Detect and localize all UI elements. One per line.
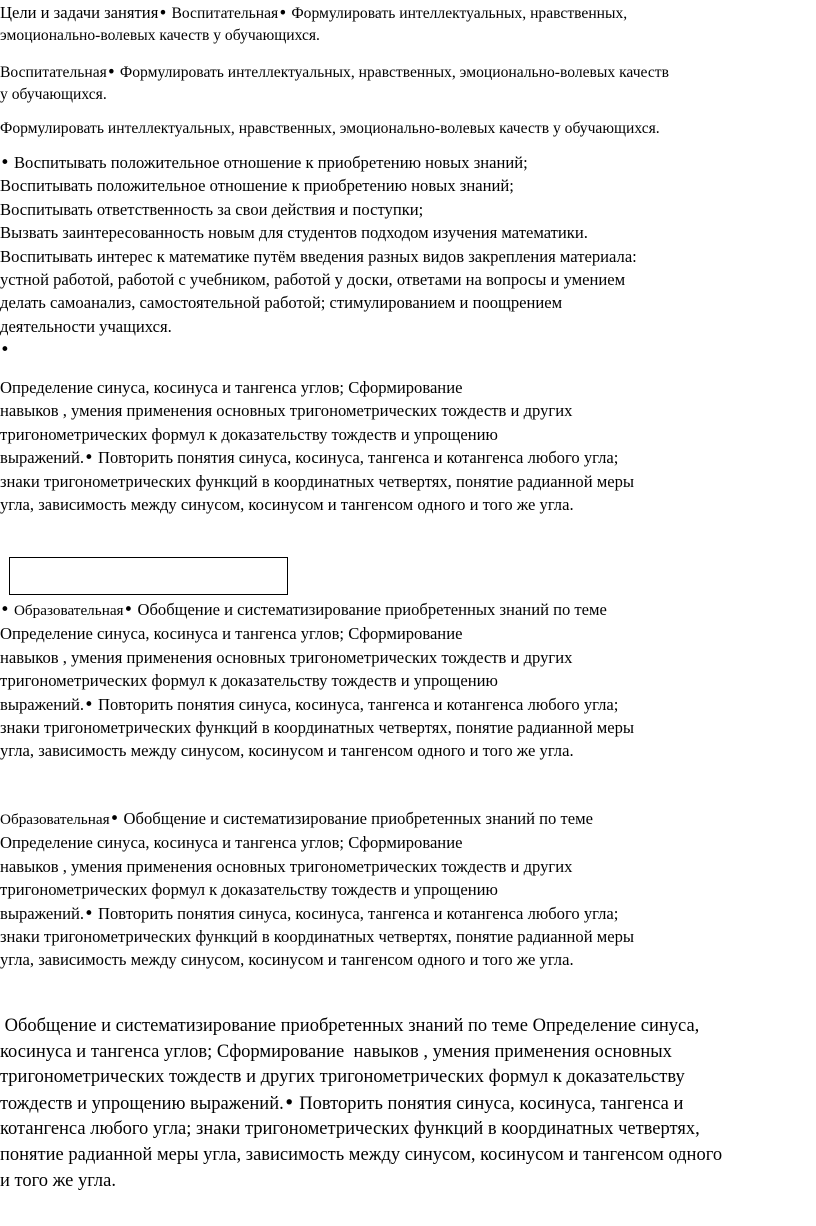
final-line: и того же угла.: [0, 1170, 116, 1191]
bullet-icon: •: [84, 694, 94, 714]
definitions-line: тригонометрических формул к доказательству тождеств и упрощению: [0, 880, 498, 900]
heading-label-vospit: Воспитательная: [171, 5, 279, 22]
definitions-line: выражений.: [0, 903, 85, 923]
obraz-text: Обобщение и систематизирование приобретенных знаний по теме: [123, 809, 593, 828]
bullet-icon: •: [278, 4, 288, 22]
definitions-line: навыков , умения применения основных тригонометрических тождеств и других: [0, 647, 573, 667]
definitions-line: Повторить понятия синуса, косинуса, тангенса и котангенса любого угла;: [98, 694, 619, 714]
final-line: понятие радианной меры угла, зависимость между синусом, косинусом и тангенсом одного: [0, 1144, 723, 1165]
definitions-line: тригонометрических формул к доказательству тождеств и упрощению: [0, 671, 498, 691]
vospit-text: Формулировать интеллектуальных, нравственных, эмоционально-волевых качеств: [119, 64, 669, 81]
definitions-line: Повторить понятия синуса, косинуса, тангенса и котангенса любого угла;: [98, 448, 619, 468]
obraz-block-1: [0, 598, 634, 763]
heading-block: [0, 2, 627, 47]
definitions-line: Повторить понятия синуса, косинуса, тангенса и котангенса любого угла;: [98, 903, 619, 923]
bullet-icon: •: [84, 448, 94, 468]
formulate-text: Формулировать интеллектуальных, нравственных, эмоционально-волевых качеств у обучающихся.: [0, 120, 660, 137]
definitions-line: тригонометрических формул к доказательству тождеств и упрощению: [0, 424, 498, 444]
upbringing-line: Воспитывать ответственность за свои действия и поступки;: [0, 199, 424, 219]
upbringing-line: Воспитывать интерес к математике путём введения разных видов закрепления материала:: [0, 246, 637, 266]
final-line: косинуса и тангенса углов; Сформирование навыков , умения применения основных: [0, 1041, 672, 1062]
upbringing-bullet-item: Воспитывать положительное отношение к приобретению новых знаний;: [13, 153, 528, 172]
vospit-label: Воспитательная: [0, 64, 107, 81]
bullet-icon: •: [84, 903, 94, 923]
final-line: Повторить понятия синуса, косинуса, тангенса и: [299, 1093, 684, 1114]
bullet-icon: •: [109, 809, 120, 828]
definitions-line: навыков , умения применения основных тригонометрических тождеств и других: [0, 856, 573, 876]
bullet-icon: •: [158, 4, 168, 22]
bullet-icon: •: [283, 1092, 295, 1114]
definitions-line: Определение синуса, косинуса и тангенса углов; Сформирование: [0, 378, 463, 397]
bullet-icon: •: [0, 340, 10, 360]
bullet-icon: •: [106, 63, 116, 81]
final-line: тригонометрических тождеств и других тригонометрических формул к доказательству: [0, 1067, 685, 1088]
definitions-line: навыков , умения применения основных тригонометрических тождеств и других: [0, 401, 573, 421]
definitions-line: угла, зависимость между синусом, косинусом и тангенсом одного и того же угла.: [0, 495, 574, 515]
upbringing-line: Вызвать заинтересованность новым для студентов подходом изучения математики.: [0, 223, 588, 243]
final-line: котангенса любого угла; знаки тригонометрических функций в координатных четвертях,: [0, 1119, 700, 1140]
upbringing-line: устной работой, работой с учебником, работой у доски, ответами на вопросы и умением: [0, 270, 626, 290]
upbringing-line: Воспитывать положительное отношение к приобретению новых знаний;: [0, 176, 514, 196]
bullet-icon: •: [0, 600, 10, 619]
obraz-block-2: [0, 807, 634, 972]
upbringing-line: делать самоанализ, самостоятельной работой; стимулированием и поощрением: [0, 293, 563, 313]
formulate-block: [0, 118, 660, 140]
obraz-label: Образовательная: [0, 811, 110, 828]
final-line: тождеств и упрощению выражений.: [0, 1093, 284, 1114]
vospit-block: [0, 61, 669, 106]
vospit-line2: у обучающихся.: [0, 86, 107, 103]
final-line: Обобщение и систематизирование приобретенных знаний по теме Определение синуса,: [0, 1016, 700, 1036]
definitions-line: Определение синуса, косинуса и тангенса углов; Сформирование: [0, 624, 463, 644]
bullet-icon: •: [0, 153, 10, 172]
definitions-line: угла, зависимость между синусом, косинусом и тангенсом одного и того же угла.: [0, 741, 574, 761]
definitions-line: Определение синуса, косинуса и тангенса углов; Сформирование: [0, 833, 463, 853]
final-paragraph: [0, 1014, 722, 1194]
definitions-line: знаки тригонометрических функций в координатных четвертях, понятие радианной меры: [0, 471, 635, 491]
upbringing-block: [0, 151, 637, 362]
empty-text-box: [9, 557, 288, 595]
obraz-text: Обобщение и систематизирование приобретенных знаний по теме: [137, 600, 607, 619]
definitions-line: знаки тригонометрических функций в координатных четвертях, понятие радианной меры: [0, 718, 635, 738]
obraz-label: Образовательная: [13, 602, 124, 619]
definitions-line: угла, зависимость между синусом, косинусом и тангенсом одного и того же угла.: [0, 950, 574, 970]
definitions-line: выражений.: [0, 694, 85, 714]
heading-title: Цели и задачи занятия: [0, 3, 159, 22]
upbringing-line: деятельности учащихся.: [0, 316, 172, 336]
bullet-icon: •: [123, 600, 134, 619]
heading-line2: эмоционально-волевых качеств у обучающихся.: [0, 27, 320, 44]
definitions-line: знаки тригонометрических функций в координатных четвертях, понятие радианной меры: [0, 927, 635, 947]
definitions-block-1: [0, 376, 634, 516]
definitions-line: выражений.: [0, 448, 85, 468]
heading-text: Формулировать интеллектуальных, нравственных,: [291, 5, 628, 22]
